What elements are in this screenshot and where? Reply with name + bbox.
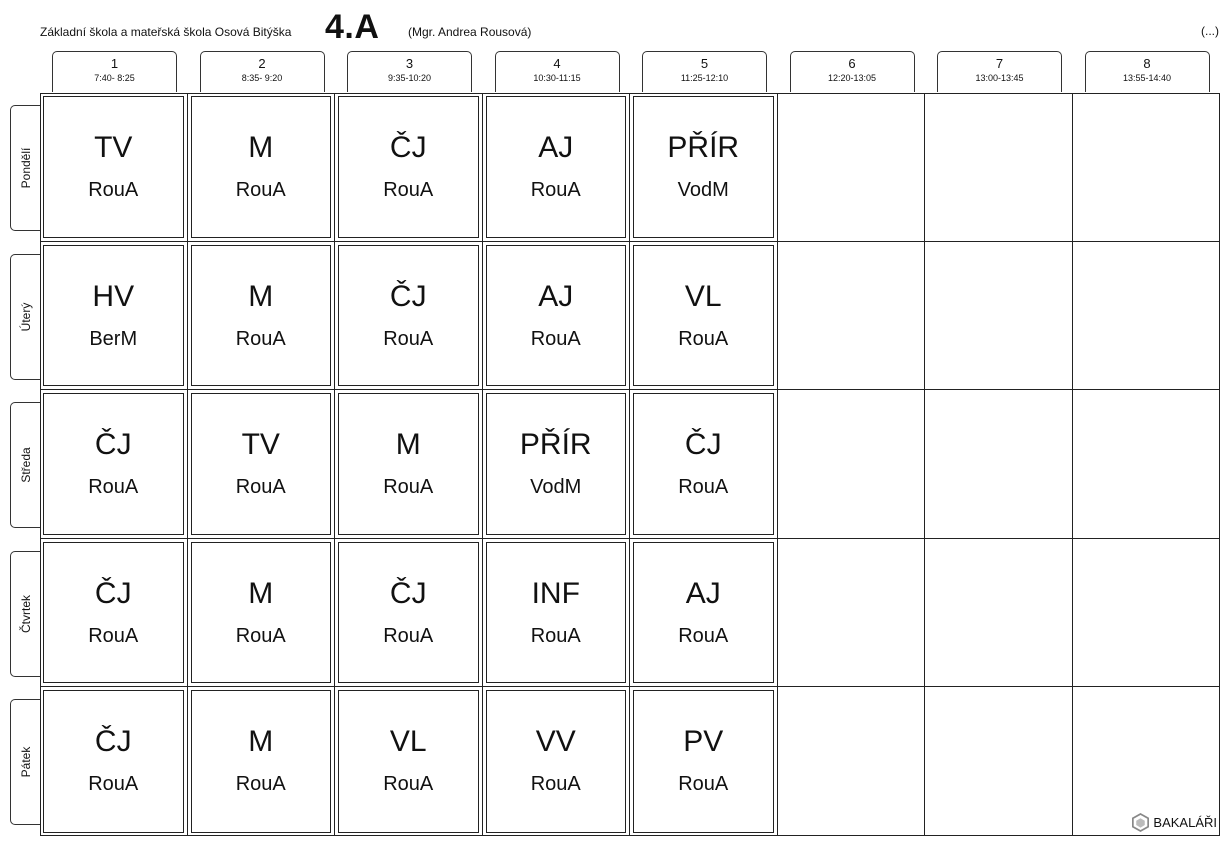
period-header-2 <box>200 51 325 92</box>
lesson-card[interactable] <box>191 96 332 238</box>
timetable-cell <box>188 242 336 391</box>
period-number: 5 <box>700 56 709 71</box>
lesson-card[interactable] <box>633 96 774 238</box>
lesson-card[interactable] <box>633 245 774 387</box>
period-header-row <box>40 51 1221 93</box>
timetable-cell <box>630 242 778 391</box>
period-number: 8 <box>1143 56 1151 71</box>
lesson-subject: TV <box>241 428 280 462</box>
lesson-teacher: RouA <box>530 179 581 201</box>
day-name: Pondělí <box>19 147 33 189</box>
lesson-card[interactable] <box>43 690 184 833</box>
timetable-cell <box>778 539 926 688</box>
lesson-subject: PŘÍR <box>667 131 740 164</box>
period-header-5 <box>642 51 767 92</box>
more-link[interactable]: (...) <box>1201 24 1219 38</box>
period-time: 7:40- 8:25 <box>94 73 135 83</box>
lesson-card[interactable] <box>43 393 184 535</box>
period-time: 13:00-13:45 <box>975 73 1024 83</box>
timetable-cell <box>483 242 631 391</box>
period-time: 12:20-13:05 <box>827 73 877 83</box>
lesson-card[interactable] <box>633 690 774 833</box>
period-time: 9:35-10:20 <box>387 73 432 83</box>
day-label-2 <box>10 254 41 380</box>
lesson-card[interactable] <box>338 393 479 535</box>
timetable-cell <box>40 390 188 539</box>
timetable-cell <box>630 687 778 836</box>
timetable-cell <box>188 687 336 836</box>
timetable-cell <box>1073 242 1221 391</box>
period-number: 4 <box>553 56 561 71</box>
timetable-cell <box>40 93 188 242</box>
lesson-teacher: VodM <box>530 476 582 499</box>
lesson-subject: VL <box>684 279 722 313</box>
lesson-subject: VV <box>535 725 576 759</box>
lesson-card[interactable] <box>338 690 479 833</box>
lesson-card[interactable] <box>486 690 627 833</box>
lesson-subject: ČJ <box>94 428 132 462</box>
period-number: 3 <box>405 56 414 71</box>
period-time: 8:35- 9:20 <box>241 73 283 83</box>
day-label-4 <box>10 551 41 677</box>
lesson-card[interactable] <box>43 96 184 238</box>
lesson-card[interactable] <box>191 542 332 684</box>
lesson-card[interactable] <box>633 393 774 535</box>
lesson-card[interactable] <box>633 542 774 684</box>
lesson-card[interactable] <box>43 245 184 387</box>
lesson-subject: ČJ <box>94 725 132 759</box>
lesson-subject: AJ <box>538 279 574 313</box>
period-time: 10:30-11:15 <box>533 73 581 83</box>
timetable-cell <box>483 687 631 836</box>
lesson-teacher: RouA <box>383 327 434 350</box>
lesson-teacher: RouA <box>530 624 581 647</box>
lesson-subject: TV <box>94 131 133 164</box>
bakalari-logo-icon <box>1132 813 1149 832</box>
period-header-3 <box>347 51 472 92</box>
lesson-teacher: RouA <box>678 773 729 796</box>
lesson-teacher: RouA <box>530 773 581 796</box>
day-name: Středa <box>19 447 33 483</box>
lesson-subject: M <box>248 725 274 759</box>
timetable-cell <box>40 539 188 688</box>
period-number: 7 <box>995 56 1004 71</box>
lesson-teacher: RouA <box>383 476 434 499</box>
period-header-7 <box>937 51 1062 92</box>
lesson-subject: M <box>248 576 274 610</box>
lesson-teacher: RouA <box>383 624 434 647</box>
timetable-cell <box>1073 93 1221 242</box>
lesson-teacher: RouA <box>530 327 581 350</box>
lesson-subject: AJ <box>538 131 574 164</box>
lesson-subject: INF <box>531 576 580 610</box>
timetable-cell <box>778 242 926 391</box>
lesson-teacher: BerM <box>89 327 138 350</box>
day-label-1 <box>10 105 41 231</box>
lesson-card[interactable] <box>338 96 479 238</box>
day-name: Pátek <box>19 747 33 778</box>
timetable-cell <box>40 687 188 836</box>
lesson-subject: ČJ <box>684 428 722 462</box>
timetable-cell <box>925 687 1073 836</box>
lesson-card[interactable] <box>43 542 184 684</box>
timetable-cell <box>188 539 336 688</box>
class-title: 4.A <box>325 8 380 46</box>
bakalari-logo <box>1132 813 1217 832</box>
lesson-card[interactable] <box>486 542 627 684</box>
lesson-teacher: RouA <box>88 476 139 499</box>
lesson-teacher: RouA <box>678 327 729 350</box>
day-name: Čtvrtek <box>19 594 33 633</box>
period-header-1 <box>52 51 177 92</box>
timetable-cell <box>925 390 1073 539</box>
lesson-card[interactable] <box>338 245 479 387</box>
lesson-card[interactable] <box>338 542 479 684</box>
lesson-subject: HV <box>92 279 135 313</box>
timetable-cell <box>335 539 483 688</box>
lesson-subject: PŘÍR <box>519 428 592 462</box>
timetable-cell <box>778 93 926 242</box>
lesson-subject: PV <box>683 725 724 759</box>
lesson-subject: M <box>395 428 421 462</box>
lesson-teacher: RouA <box>383 179 434 201</box>
period-time: 13:55-14:40 <box>1122 73 1172 83</box>
lesson-teacher: RouA <box>678 476 729 499</box>
period-header-6 <box>790 51 915 92</box>
lesson-subject: ČJ <box>94 576 132 610</box>
day-label-3 <box>10 402 41 528</box>
school-name: Základní škola a mateřská škola Osová Bitýška <box>40 25 292 39</box>
timetable-grid <box>40 93 1220 836</box>
timetable-cell <box>188 390 336 539</box>
timetable-cell <box>335 242 483 391</box>
lesson-teacher: RouA <box>235 624 286 647</box>
lesson-subject: ČJ <box>389 576 427 610</box>
timetable-cell <box>335 93 483 242</box>
lesson-card[interactable] <box>191 393 332 535</box>
lesson-teacher: VodM <box>677 179 729 201</box>
lesson-subject: M <box>248 279 274 313</box>
lesson-teacher: RouA <box>235 179 286 201</box>
day-label-5 <box>10 699 41 825</box>
timetable-cell <box>188 93 336 242</box>
timetable-cell <box>925 539 1073 688</box>
timetable-cell <box>778 390 926 539</box>
logo-text: BAKALÁŘI <box>1153 815 1217 830</box>
timetable-cell <box>630 539 778 688</box>
lesson-subject: AJ <box>685 576 721 610</box>
timetable-cell <box>40 242 188 391</box>
lesson-subject: ČJ <box>389 279 427 313</box>
lesson-subject: ČJ <box>389 131 427 164</box>
lesson-teacher: RouA <box>235 327 286 350</box>
timetable-cell <box>1073 539 1221 688</box>
timetable-cell <box>335 390 483 539</box>
timetable-cell <box>778 687 926 836</box>
lesson-card[interactable] <box>486 96 627 238</box>
lesson-card[interactable] <box>191 245 332 387</box>
period-number: 2 <box>258 56 266 71</box>
lesson-teacher: RouA <box>678 624 729 647</box>
class-teacher: (Mgr. Andrea Rousová) <box>408 25 532 39</box>
lesson-teacher: RouA <box>235 773 286 796</box>
period-number: 6 <box>848 56 856 71</box>
timetable-cell <box>1073 390 1221 539</box>
period-time: 11:25-12:10 <box>680 73 729 83</box>
timetable-cell <box>483 539 631 688</box>
timetable-cell <box>483 93 631 242</box>
period-header-8 <box>1085 51 1210 92</box>
day-name: Úterý <box>19 302 33 331</box>
lesson-teacher: RouA <box>383 773 434 796</box>
lesson-subject: M <box>248 131 274 164</box>
timetable-cell <box>925 242 1073 391</box>
period-number: 1 <box>110 56 119 71</box>
lesson-card[interactable] <box>191 690 332 833</box>
lesson-teacher: RouA <box>88 624 139 647</box>
timetable-cell <box>630 93 778 242</box>
timetable-cell <box>335 687 483 836</box>
lesson-teacher: RouA <box>88 179 139 201</box>
period-header-4 <box>495 51 620 92</box>
timetable-cell <box>483 390 631 539</box>
lesson-teacher: RouA <box>235 476 286 499</box>
lesson-teacher: RouA <box>88 773 139 796</box>
lesson-subject: VL <box>389 725 427 759</box>
lesson-card[interactable] <box>486 393 627 535</box>
timetable-cell <box>925 93 1073 242</box>
lesson-card[interactable] <box>486 245 627 387</box>
timetable-cell <box>630 390 778 539</box>
day-column <box>0 93 40 837</box>
